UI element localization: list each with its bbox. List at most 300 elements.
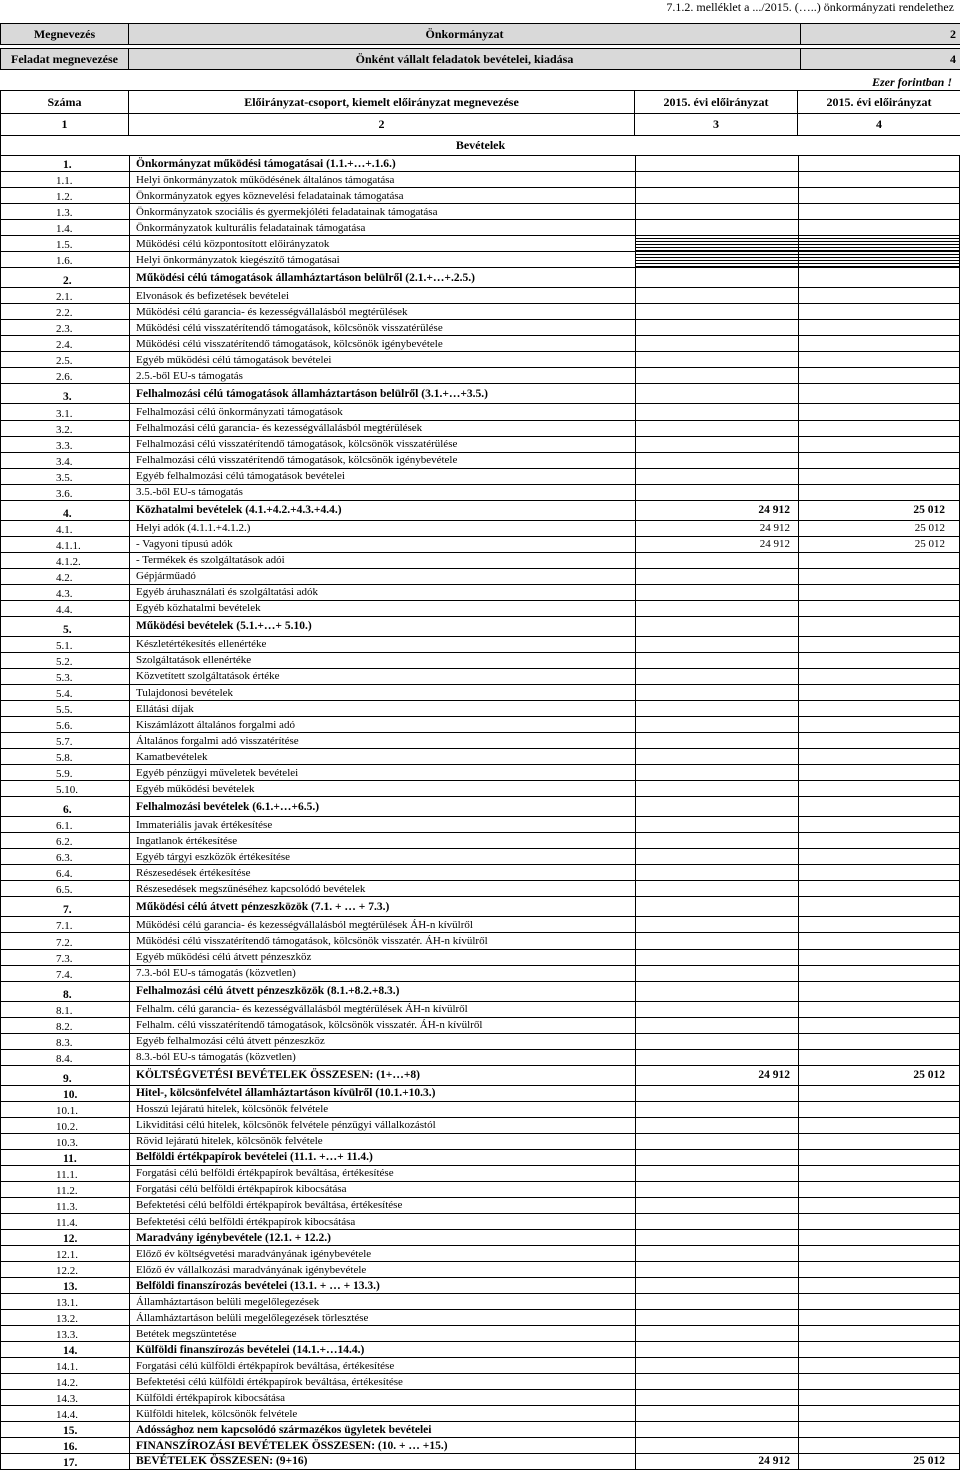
row-value-2015-a xyxy=(635,1102,798,1117)
row-value-2015-a xyxy=(635,585,798,600)
row-number: 2.2. xyxy=(56,307,73,320)
row-value-2015-a xyxy=(635,1438,798,1453)
row-value-2015-b xyxy=(798,1342,959,1357)
table-row xyxy=(0,1389,960,1405)
row-name: Államháztartáson belüli megelőlegezések törlesztése xyxy=(129,1310,635,1325)
row-number: 4.1. xyxy=(56,523,73,536)
row-name: KÖLTSÉGVETÉSI BEVÉTELEK ÖSSZESEN: (1+…+8) xyxy=(129,1066,635,1085)
row-number: 2.3. xyxy=(56,323,73,336)
row-name: Felhalm. célú visszatérítendő támogatások, kölcsönök visszatér. ÁH-n kívülről xyxy=(129,1018,635,1033)
row-value-2015-a xyxy=(635,1182,798,1197)
table-row xyxy=(0,848,960,864)
table-row xyxy=(0,1065,960,1085)
row-name: Részesedések megszűnéséhez kapcsolódó bevételek xyxy=(129,881,635,896)
table-row xyxy=(0,552,960,568)
row-value-2015-b xyxy=(798,617,959,636)
table-row xyxy=(0,965,960,981)
row-name: Felhalmozási célú garancia- és kezességvállalásból megtérülések xyxy=(129,421,635,436)
row-value-2015-a xyxy=(635,288,798,303)
row-name: Egyéb felhalmozási célú átvett pénzeszköz xyxy=(129,1034,635,1049)
row-value-2015-a: 24 912 xyxy=(635,521,798,536)
row-value-2015-a xyxy=(635,881,798,896)
row-name: Forgatási célú belföldi értékpapírok kibocsátása xyxy=(129,1182,635,1197)
row-name: Külföldi értékpapírok kibocsátása xyxy=(129,1390,635,1405)
row-value-2015-b xyxy=(798,1438,959,1453)
megnevezes-number: 2 xyxy=(801,24,960,45)
row-value-2015-a xyxy=(635,421,798,436)
row-name: Immateriális javak értékesítése xyxy=(129,817,635,832)
row-value-2015-a xyxy=(635,404,798,419)
table-row xyxy=(0,251,960,267)
row-name: Működési célú garancia- és kezességvállalásból megtérülések xyxy=(129,304,635,319)
row-number: 1.4. xyxy=(56,223,73,236)
row-value-2015-a xyxy=(635,733,798,748)
row-number: 12. xyxy=(63,1233,78,1246)
row-name: Önkormányzatok kulturális feladatainak támogatása xyxy=(129,220,635,235)
table-row xyxy=(0,636,960,652)
row-value-2015-b xyxy=(798,368,959,383)
row-name: Elvonások és befizetések bevételei xyxy=(129,288,635,303)
row-name: Önkormányzat működési támogatásai (1.1.+…+.1.6.) xyxy=(129,156,635,171)
row-number: 17. xyxy=(63,1456,78,1469)
row-value-2015-b xyxy=(798,1034,959,1049)
row-value-2015-a xyxy=(635,653,798,668)
row-value-2015-b xyxy=(798,1230,959,1245)
col-eloiranyzat-2: 2015. évi előirányzat xyxy=(798,91,960,114)
row-value-2015-a: 24 912 xyxy=(635,1066,798,1085)
row-value-2015-a xyxy=(635,765,798,780)
row-value-2015-a xyxy=(635,453,798,468)
row-number: 6. xyxy=(63,804,72,817)
table-row xyxy=(0,880,960,896)
header-megnevezes xyxy=(0,23,960,45)
row-value-2015-a xyxy=(635,1342,798,1357)
row-value-2015-a xyxy=(635,717,798,732)
row-number: 7.2. xyxy=(56,936,73,949)
table-row xyxy=(0,536,960,552)
row-name: Egyéb működési célú támogatások bevételei xyxy=(129,352,635,367)
row-name: Önkormányzatok szociális és gyermekjóléti feladatainak támogatása xyxy=(129,204,635,219)
row-name: Működési célú visszatérítendő támogatások, kölcsönök visszatér. ÁH-n kívülről xyxy=(129,933,635,948)
row-value-2015-a xyxy=(635,220,798,235)
row-name: 3.5.-ből EU-s támogatás xyxy=(129,485,635,500)
table-row xyxy=(0,219,960,235)
currency-unit: Ezer forintban ! xyxy=(871,75,952,89)
row-name: Felhalmozási célú átvett pénzeszközök (8.1.+8.2.+8.3.) xyxy=(129,982,635,1001)
row-value-2015-a xyxy=(635,781,798,796)
row-value-2015-a xyxy=(635,1294,798,1309)
row-name: Működési célú támogatások államháztartáson belülről (2.1.+…+.2.5.) xyxy=(129,268,635,287)
row-value-2015-b xyxy=(798,172,959,187)
table-row xyxy=(0,764,960,780)
row-number: 11.4. xyxy=(56,1217,78,1230)
row-value-2015-b xyxy=(798,336,959,351)
row-value-2015-b xyxy=(798,701,959,716)
table-row xyxy=(0,1437,960,1453)
row-name: Készletértékesítés ellenértéke xyxy=(129,637,635,652)
row-number: 3.1. xyxy=(56,407,73,420)
row-number: 11. xyxy=(63,1152,77,1165)
row-number: 8.1. xyxy=(56,1004,73,1017)
row-value-2015-b xyxy=(798,1358,959,1373)
row-value-2015-a xyxy=(635,797,798,816)
annex-reference: 7.1.2. melléklet a .../2015. (…..) önkormányzati rendelethez xyxy=(666,0,954,14)
table-row xyxy=(0,367,960,383)
row-number: 7. xyxy=(63,904,72,917)
row-name: Befektetési célú belföldi értékpapírok beváltása, értékesítése xyxy=(129,1198,635,1213)
row-number: 9. xyxy=(63,1072,72,1085)
row-value-2015-b xyxy=(798,933,959,948)
row-value-2015-a xyxy=(635,1034,798,1049)
row-value-2015-b xyxy=(798,1310,959,1325)
row-value-2015-b xyxy=(798,569,959,584)
row-number: 10.3. xyxy=(56,1136,78,1149)
row-number: 14.1. xyxy=(56,1361,78,1374)
table-row xyxy=(0,1293,960,1309)
row-number: 5.8. xyxy=(56,752,73,765)
row-number: 3. xyxy=(63,391,72,404)
row-name: 7.3.-ból EU-s támogatás (közvetlen) xyxy=(129,966,635,981)
row-value-2015-b xyxy=(798,669,959,684)
row-value-2015-b xyxy=(798,1262,959,1277)
row-number: 13.1. xyxy=(56,1297,78,1310)
row-value-2015-b xyxy=(798,966,959,981)
table-row xyxy=(0,335,960,351)
row-number: 2.4. xyxy=(56,339,73,352)
row-value-2015-b xyxy=(798,304,959,319)
row-name: Működési célú garancia- és kezességvállalásból megtérülések ÁH-n kívülről xyxy=(129,917,635,932)
row-value-2015-b: 25 012 xyxy=(798,537,959,552)
table-row xyxy=(0,796,960,816)
table-row xyxy=(0,1197,960,1213)
table-row xyxy=(0,383,960,403)
row-name: 8.3.-ból EU-s támogatás (közvetlen) xyxy=(129,1050,635,1065)
row-name: Egyéb felhalmozási célú támogatások bevételei xyxy=(129,469,635,484)
row-number: 5. xyxy=(63,623,72,636)
row-name: Közvetített szolgáltatások értéke xyxy=(129,669,635,684)
row-name: Rövid lejáratú hitelek, kölcsönök felvétele xyxy=(129,1134,635,1149)
row-name: - Vagyoni típusú adók xyxy=(129,537,635,552)
table-row xyxy=(0,267,960,287)
row-value-2015-b xyxy=(798,1390,959,1405)
row-name: Belföldi finanszírozás bevételei (13.1. + … + 13.3.) xyxy=(129,1278,635,1293)
row-number: 15. xyxy=(63,1425,78,1438)
row-name: Helyi adók (4.1.1.+4.1.2.) xyxy=(129,521,635,536)
table-row xyxy=(0,652,960,668)
row-name: Önkormányzatok egyes köznevelési feladatainak támogatása xyxy=(129,188,635,203)
table-row xyxy=(0,616,960,636)
row-name: Gépjárműadó xyxy=(129,569,635,584)
feladat-number: 4 xyxy=(801,49,960,70)
table-row xyxy=(0,748,960,764)
row-value-2015-b xyxy=(798,849,959,864)
row-value-2015-b xyxy=(798,797,959,816)
row-value-2015-a xyxy=(635,1326,798,1341)
row-value-2015-b xyxy=(798,1166,959,1181)
row-value-2015-a xyxy=(635,368,798,383)
row-value-2015-a xyxy=(635,1150,798,1165)
row-name: Helyi önkormányzatok működésének általános támogatása xyxy=(129,172,635,187)
row-value-2015-b xyxy=(798,865,959,880)
table-row xyxy=(0,932,960,948)
row-name: Belföldi értékpapírok bevételei (11.1. +…+ 11.4.) xyxy=(129,1150,635,1165)
row-value-2015-a xyxy=(635,701,798,716)
row-name: Kiszámlázott általános forgalmi adó xyxy=(129,717,635,732)
row-value-2015-b xyxy=(798,236,959,251)
row-value-2015-b xyxy=(798,982,959,1001)
row-number: 10.1. xyxy=(56,1104,78,1117)
row-value-2015-b xyxy=(798,733,959,748)
row-value-2015-b xyxy=(798,421,959,436)
row-name: Egyéb tárgyi eszközök értékesítése xyxy=(129,849,635,864)
row-value-2015-a xyxy=(635,1002,798,1017)
table-row xyxy=(0,1341,960,1357)
row-value-2015-b xyxy=(798,1278,959,1293)
row-value-2015-b: 25 012 xyxy=(798,1066,959,1085)
row-name: Általános forgalmi adó visszatérítése xyxy=(129,733,635,748)
row-name: Előző év vállalkozási maradványának igénybevétele xyxy=(129,1262,635,1277)
row-number: 16. xyxy=(63,1441,78,1454)
row-name: Adóssághoz nem kapcsolódó származékos ügyletek bevételei xyxy=(129,1422,635,1437)
row-name: Közhatalmi bevételek (4.1.+4.2.+4.3.+4.4.) xyxy=(129,501,635,520)
row-value-2015-b xyxy=(798,1198,959,1213)
row-value-2015-b xyxy=(798,637,959,652)
row-value-2015-a: 24 912 xyxy=(635,1454,798,1468)
row-value-2015-b xyxy=(798,1294,959,1309)
row-name: Részesedések értékesítése xyxy=(129,865,635,880)
row-number: 4.4. xyxy=(56,603,73,616)
table-row xyxy=(0,1213,960,1229)
row-value-2015-b: 25 012 xyxy=(798,521,959,536)
col-szama: Száma xyxy=(1,91,129,114)
row-value-2015-a xyxy=(635,1310,798,1325)
row-number: 5.10. xyxy=(56,784,78,797)
row-value-2015-a xyxy=(635,485,798,500)
table-row xyxy=(0,1001,960,1017)
row-number: 5.1. xyxy=(56,639,73,652)
row-value-2015-b xyxy=(798,288,959,303)
row-name: Működési bevételek (5.1.+…+ 5.10.) xyxy=(129,617,635,636)
row-name: Forgatási célú belföldi értékpapírok beváltása, értékesítése xyxy=(129,1166,635,1181)
row-value-2015-a xyxy=(635,1422,798,1437)
row-value-2015-b xyxy=(798,817,959,832)
row-name: Betétek megszüntetése xyxy=(129,1326,635,1341)
row-number: 12.1. xyxy=(56,1249,78,1262)
row-value-2015-b xyxy=(798,1050,959,1065)
row-value-2015-a xyxy=(635,865,798,880)
row-name: Működési célú központosított előirányzatok xyxy=(129,236,635,251)
table-row xyxy=(0,303,960,319)
table-row xyxy=(0,584,960,600)
row-value-2015-a xyxy=(635,982,798,1001)
row-value-2015-a xyxy=(635,336,798,351)
row-value-2015-b xyxy=(798,268,959,287)
row-number: 5.3. xyxy=(56,672,73,684)
row-value-2015-a xyxy=(635,966,798,981)
row-value-2015-a xyxy=(635,1230,798,1245)
table-row xyxy=(0,1049,960,1065)
table-row xyxy=(0,1261,960,1277)
table-row xyxy=(0,816,960,832)
row-value-2015-b xyxy=(798,1246,959,1261)
row-name: Külföldi hitelek, kölcsönök felvétele xyxy=(129,1406,635,1421)
row-number: 3.3. xyxy=(56,439,73,452)
row-value-2015-b xyxy=(798,1118,959,1133)
row-name: Felhalm. célú garancia- és kezességvállalásból megtérülések ÁH-n kívülről xyxy=(129,1002,635,1017)
row-number: 3.4. xyxy=(56,455,73,468)
row-number: 7.4. xyxy=(56,968,73,981)
row-name: Ellátási díjak xyxy=(129,701,635,716)
table-row xyxy=(0,1309,960,1325)
row-value-2015-a xyxy=(635,553,798,568)
row-number: 3.6. xyxy=(56,487,73,500)
row-value-2015-a xyxy=(635,156,798,171)
row-number: 11.3. xyxy=(56,1201,78,1213)
row-value-2015-a xyxy=(635,320,798,335)
row-name: Felhalmozási célú visszatérítendő támogatások, kölcsönök igénybevétele xyxy=(129,453,635,468)
row-number: 6.3. xyxy=(56,852,73,865)
col-number-3: 3 xyxy=(635,114,798,136)
row-value-2015-b xyxy=(798,881,959,896)
table-row xyxy=(0,520,960,536)
row-name: - Termékek és szolgáltatások adói xyxy=(129,553,635,568)
row-name: Előző év költségvetési maradványának igénybevétele xyxy=(129,1246,635,1261)
row-value-2015-b xyxy=(798,469,959,484)
feladat-label: Feladat megnevezése xyxy=(1,49,129,70)
row-value-2015-b xyxy=(798,188,959,203)
row-value-2015-b: 25 012 xyxy=(798,501,959,520)
row-value-2015-b xyxy=(798,653,959,668)
row-value-2015-a xyxy=(635,172,798,187)
row-number: 3.2. xyxy=(56,423,73,436)
table-row xyxy=(0,700,960,716)
row-value-2015-a xyxy=(635,469,798,484)
table-row xyxy=(0,949,960,965)
row-number: 4.2. xyxy=(56,571,73,584)
row-number: 1. xyxy=(63,159,72,172)
row-number: 1.2. xyxy=(56,191,73,204)
row-value-2015-a xyxy=(635,1134,798,1149)
row-value-2015-a xyxy=(635,897,798,916)
row-number: 1.1. xyxy=(56,175,73,188)
row-name: Egyéb működési bevételek xyxy=(129,781,635,796)
row-value-2015-a: 24 912 xyxy=(635,537,798,552)
row-value-2015-b xyxy=(798,1326,959,1341)
row-number: 4.3. xyxy=(56,587,73,600)
row-name: Felhalmozási bevételek (6.1.+…+6.5.) xyxy=(129,797,635,816)
table-row xyxy=(0,235,960,251)
row-number: 5.5. xyxy=(56,704,73,717)
table-row xyxy=(0,155,960,171)
table-row xyxy=(0,484,960,500)
row-name: Egyéb áruhasználati és szolgáltatási adók xyxy=(129,585,635,600)
table-row xyxy=(0,600,960,616)
table-row xyxy=(0,832,960,848)
table-row xyxy=(0,1453,960,1469)
row-value-2015-b xyxy=(798,384,959,403)
row-number: 4.1.2. xyxy=(56,555,81,568)
row-name: Működési célú átvett pénzeszközök (7.1. + … + 7.3.) xyxy=(129,897,635,916)
row-number: 4.1.1. xyxy=(56,539,81,552)
table-row xyxy=(0,1149,960,1165)
row-number: 2.6. xyxy=(56,371,73,384)
row-number: 8.2. xyxy=(56,1020,73,1033)
row-value-2015-b xyxy=(798,1374,959,1389)
row-value-2015-a: 24 912 xyxy=(635,501,798,520)
table-row xyxy=(0,1101,960,1117)
row-value-2015-b xyxy=(798,1214,959,1229)
row-number: 1.5. xyxy=(56,239,73,252)
row-name: Befektetési célú külföldi értékpapírok beváltása, értékesítése xyxy=(129,1374,635,1389)
row-value-2015-a xyxy=(635,236,798,251)
table-row xyxy=(0,468,960,484)
row-value-2015-b xyxy=(798,1422,959,1437)
megnevezes-value: Önkormányzat xyxy=(129,24,801,45)
row-value-2015-a xyxy=(635,833,798,848)
row-name: Szolgáltatások ellenértéke xyxy=(129,653,635,668)
row-number: 3.5. xyxy=(56,471,73,484)
row-value-2015-b: 25 012 xyxy=(798,1454,959,1468)
table-row xyxy=(0,916,960,932)
row-name: Felhalmozási célú önkormányzati támogatások xyxy=(129,404,635,419)
row-name: Hosszú lejáratú hitelek, kölcsönök felvétele xyxy=(129,1102,635,1117)
row-name: Államháztartáson belüli megelőlegezések xyxy=(129,1294,635,1309)
table-row xyxy=(0,1133,960,1149)
table-row xyxy=(0,981,960,1001)
row-number: 5.4. xyxy=(56,688,73,701)
col-eloiranyzat-1: 2015. évi előirányzat xyxy=(635,91,798,114)
row-number: 13. xyxy=(63,1281,78,1294)
table-row xyxy=(0,1165,960,1181)
row-name: Maradvány igénybevétele (12.1. + 12.2.) xyxy=(129,1230,635,1245)
row-value-2015-b xyxy=(798,1182,959,1197)
row-value-2015-a xyxy=(635,188,798,203)
row-number: 6.5. xyxy=(56,884,73,897)
row-value-2015-b xyxy=(798,252,959,267)
row-number: 10. xyxy=(63,1088,78,1101)
table-row xyxy=(0,864,960,880)
row-value-2015-b xyxy=(798,204,959,219)
table-row xyxy=(0,1033,960,1049)
row-value-2015-b xyxy=(798,765,959,780)
row-value-2015-a xyxy=(635,1406,798,1421)
row-value-2015-b xyxy=(798,485,959,500)
revenue-table xyxy=(0,155,960,1470)
row-name: Helyi önkormányzatok kiegészítő támogatásai xyxy=(129,252,635,267)
table-row xyxy=(0,1421,960,1437)
row-value-2015-a xyxy=(635,1278,798,1293)
row-value-2015-a xyxy=(635,352,798,367)
row-number: 5.2. xyxy=(56,655,73,668)
table-row xyxy=(0,171,960,187)
row-name: Működési célú visszatérítendő támogatások, kölcsönök visszatérülése xyxy=(129,320,635,335)
row-value-2015-a xyxy=(635,1374,798,1389)
row-name: Tulajdonosi bevételek xyxy=(129,685,635,700)
feladat-value: Önként vállalt feladatok bevételei, kiadása xyxy=(129,49,801,70)
row-value-2015-a xyxy=(635,569,798,584)
row-number: 6.4. xyxy=(56,868,73,881)
table-row xyxy=(0,1017,960,1033)
table-row xyxy=(0,1085,960,1101)
table-row xyxy=(0,1277,960,1293)
row-number: 6.2. xyxy=(56,836,73,849)
table-row xyxy=(0,732,960,748)
row-number: 11.2. xyxy=(56,1184,78,1197)
row-value-2015-a xyxy=(635,1262,798,1277)
row-value-2015-b xyxy=(798,1018,959,1033)
row-number: 14. xyxy=(63,1345,78,1358)
row-value-2015-b xyxy=(798,553,959,568)
